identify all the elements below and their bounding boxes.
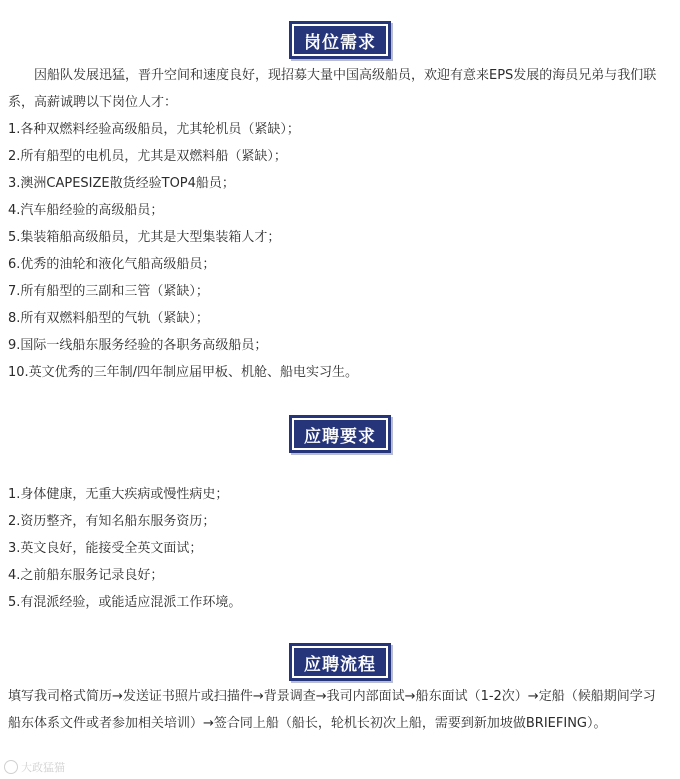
list-item: 9.国际一线船东服务经验的各职务高级船员； — [8, 338, 268, 353]
list-item: 3.澳洲CAPESIZE散货经验TOP4船员； — [8, 176, 235, 191]
list-item: 5.集装箱船高级船员，尤其是大型集装箱人才； — [8, 230, 281, 245]
list-item: 1.各种双燃料经验高级船员，尤其轮机员（紧缺）； — [8, 122, 300, 137]
requirements-title-text: 应聘要求 — [304, 426, 376, 447]
list-item: 7.所有船型的三副和三管（紧缺）； — [8, 284, 209, 299]
list-item: 4.之前船东服务记录良好； — [8, 568, 164, 583]
list-item: 6.优秀的油轮和液化气船高级船员； — [8, 257, 216, 272]
list-item: 1.身体健康，无重大疾病或慢性病史； — [8, 487, 229, 502]
process-paragraph: 填写我司格式简历→发送证书照片或扫描件→背景调查→我司内部面试→船东面试（1-2次）→定船（候船期间学习船东体系文件或者参加相关培训）→签合同上船（船长，轮机长初次上船，需要到新加坡做BRIEFING）。 — [8, 689, 656, 731]
requirements-section-title — [289, 415, 391, 453]
positions-list — [8, 116, 668, 386]
list-item: 8.所有双燃料船型的气轨（紧缺）； — [8, 311, 209, 326]
watermark-logo-icon — [4, 760, 18, 774]
list-item: 10.英文优秀的三年制/四年制应届甲板、机舱、船电实习生。 — [8, 365, 359, 380]
list-item: 3.英文良好，能接受全英文面试； — [8, 541, 203, 556]
list-item: 2.所有船型的电机员，尤其是双燃料船（紧缺）； — [8, 149, 287, 164]
list-item: 5.有混派经验，或能适应混派工作环境。 — [8, 595, 242, 610]
watermark — [4, 758, 65, 776]
process-section-title — [289, 643, 391, 681]
list-item: 4.汽车船经验的高级船员； — [8, 203, 164, 218]
process-title-text: 应聘流程 — [304, 654, 376, 675]
requirements-list — [8, 481, 668, 616]
positions-intro-paragraph: 因船队发展迅猛，晋升空间和速度良好，现招募大量中国高级船员，欢迎有意来EPS发展的海员兄弟与我们联系，高薪诚聘以下岗位人才： — [8, 68, 657, 110]
watermark-text: 大政猛猫 — [21, 761, 65, 774]
positions-section-title — [289, 21, 391, 59]
list-item: 2.资历整齐，有知名船东服务资历； — [8, 514, 216, 529]
positions-title-text: 岗位需求 — [304, 32, 376, 53]
